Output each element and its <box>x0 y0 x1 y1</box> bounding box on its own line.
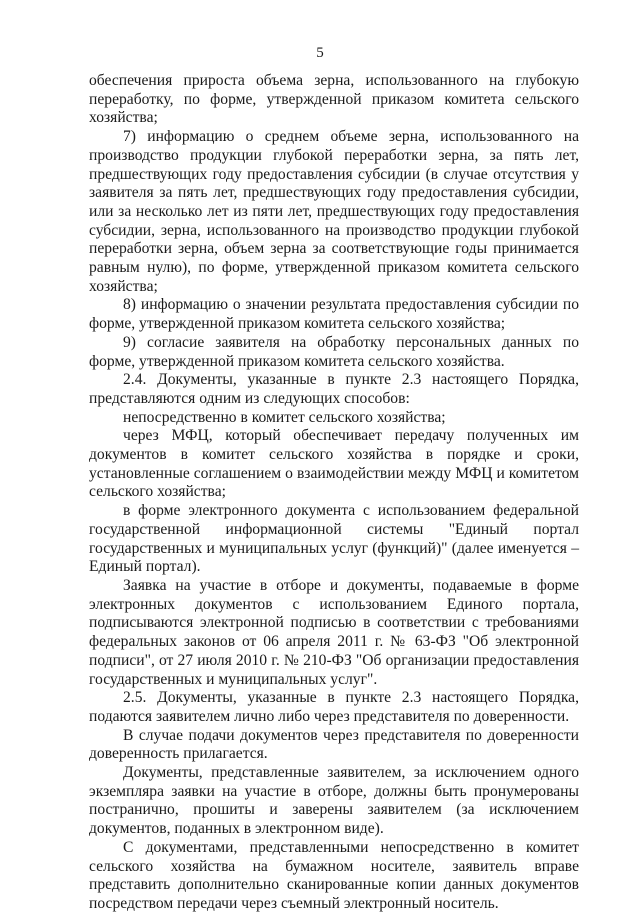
paragraph-scanned-copies: С документами, представленными непосредственно в комитет сельского хозяйства на бумажном носителе, заявитель вправе представить дополнительно сканированные копии данных документов посредством передачи через съемный электронный носитель. <box>89 838 579 912</box>
paragraph-section-2-4: 2.4. Документы, указанные в пункте 2.3 настоящего Порядка, представляются одним из следующих способов: <box>89 371 579 407</box>
paragraph-method-mfc: через МФЦ, который обеспечивает передачу полученных им документов в комитет сельского хозяйства в порядке и сроки, установленные соглашением о взаимодействии между МФЦ и комитетом сельского хозяйства; <box>89 427 579 501</box>
paragraph-continuation: обеспечения прироста объема зерна, использованного на глубокую переработку, по форме, утвержденной приказом комитета сельского хозяйства; <box>89 72 579 127</box>
paragraph-method-direct: непосредственно в комитет сельского хозяйства; <box>123 408 446 426</box>
paragraph-item-7: 7) информацию о среднем объеме зерна, использованного на производство продукции глубокой переработки зерна, за пять лет, предшествующих году предоставления субсидии (в случае отсутствия у заявителя за пять лет, предшествующих году предоставления субсидии, или за несколько лет из пяти лет, предшествующих году предоставления субсидии, зерна, использованного на производство продукции глубокой переработки зерна, объем зерна за соответствующие годы принимается равным нулю), по форме, утвержденной приказом комитета сельского хозяйства; <box>89 128 579 295</box>
paragraph-document-requirements: Документы, представленные заявителем, за исключением одного экземпляра заявки на участие в отборе, должны быть пронумерованы постранично, прошиты и заверены заявителем (за исключением документов, поданных в электронном виде). <box>89 764 579 838</box>
paragraph-electronic-signature: Заявка на участие в отборе и документы, подаваемые в форме электронных документов с использованием Единого портала, подписываются электронной подписью в соответствии с требованиями федеральных законов от 06 апреля 2011 г. № 63-ФЗ "Об электронной подписи", от 27 июля 2010 г. № 210-ФЗ "Об организации предоставления государственных и муниципальных услуг". <box>89 576 579 688</box>
paragraph-item-8: 8) информацию о значении результата предоставления субсидии по форме, утвержденной приказом комитета сельского хозяйства; <box>89 296 579 333</box>
paragraph-method-electronic: в форме электронного документа с использованием федеральной государственной информационной системы "Единый портал государственных и муниципальных услуг (функций)" (далее именуется – Единый портал). <box>89 502 579 576</box>
page-number: 5 <box>316 45 324 61</box>
document-body <box>89 72 579 914</box>
paragraph-section-2-5: 2.5. Документы, указанные в пункте 2.3 настоящего Порядка, подаются заявителем лично либо через представителя по доверенности. <box>89 689 579 725</box>
paragraph-item-9: 9) согласие заявителя на обработку персональных данных по форме, утвержденной приказом комитета сельского хозяйства. <box>89 333 579 370</box>
paragraph-representative: В случае подачи документов через представителя по доверенности доверенность прилагается. <box>89 726 579 763</box>
